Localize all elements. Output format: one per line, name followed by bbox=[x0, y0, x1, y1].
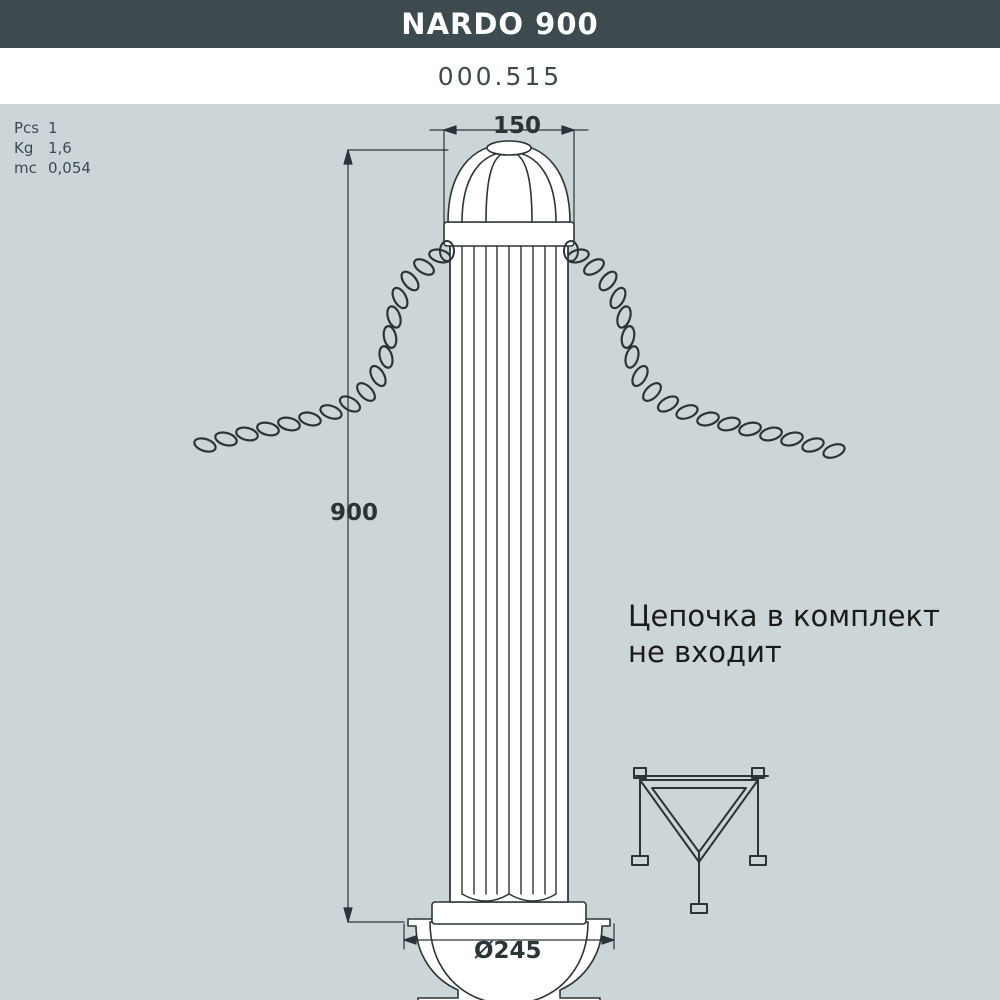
spec-list bbox=[14, 118, 91, 178]
product-code: 000.515 bbox=[437, 61, 563, 91]
dimension-label-height: 900 bbox=[330, 500, 379, 526]
chain-left bbox=[205, 358, 440, 439]
dimension-label-width: 150 bbox=[493, 113, 542, 139]
spec-value: 1,6 bbox=[48, 139, 72, 157]
spec-value: 0,054 bbox=[48, 159, 91, 177]
title-bar bbox=[0, 0, 1000, 48]
chain-left-links bbox=[193, 247, 452, 454]
dimension-label-base-diameter: Ø245 bbox=[474, 938, 542, 964]
spec-key: Pcs bbox=[14, 119, 40, 137]
anchor-bracket-detail bbox=[632, 768, 768, 913]
product-title: NARDO 900 bbox=[401, 7, 599, 41]
chain-right-links bbox=[566, 247, 847, 460]
spec-key: Kg bbox=[14, 139, 34, 157]
chain-not-included-note: Цепочка в комплект не входит bbox=[628, 599, 940, 669]
spec-key: mc bbox=[14, 159, 37, 177]
technical-drawing-canvas bbox=[0, 104, 1000, 1000]
bollard-dome bbox=[448, 141, 570, 222]
spec-value: 1 bbox=[48, 119, 58, 137]
spec-row bbox=[14, 138, 91, 158]
spec-row bbox=[14, 158, 91, 178]
bollard-drawing bbox=[0, 104, 1000, 1000]
code-bar bbox=[0, 48, 1000, 104]
spec-row bbox=[14, 118, 91, 138]
